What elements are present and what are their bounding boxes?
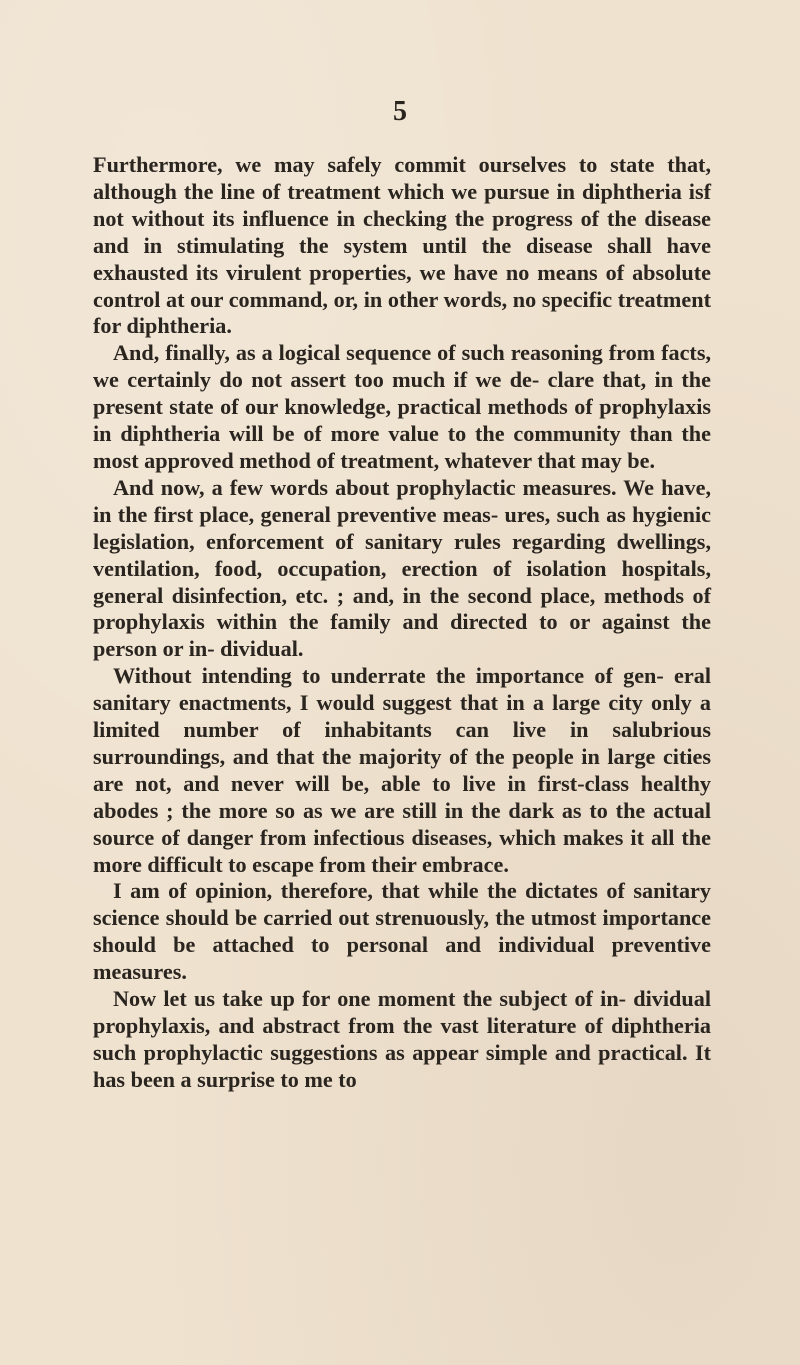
page-number: 5 [393, 96, 407, 127]
paragraph-6: Now let us take up for one moment the subject of in- dividual prophylaxis, and abstract from the vast literature of diphtheria such prophylactic suggestions as appear simple and practical. It has been a surprise to me to [93, 986, 711, 1092]
paragraph-3: And now, a few words about prophylactic measures. We have, in the first place, general preventive meas- ures, such as hygienic legislation, enforcement of sanitary rules regarding dwellings, ventilation, food, occupation, erection of isolation hospitals, general disinfection, etc. ; and, in the second place, methods of prophylaxis within the family and directed to or against the person or in- dividual. [93, 474, 711, 662]
paragraph-1: Furthermore, we may safely commit ourselves to state that, although the line of treatment which we pursue in diphtheria isf not without its influence in checking the progress of the disease and in stimulating the system until the disease shall have exhausted its virulent properties, we have no means of absolute control at our command, or, in other words, no specific treatment for diphtheria. [93, 152, 711, 339]
paragraph-5: I am of opinion, therefore, that while the dictates of sanitary science should be carried out strenuously, the utmost importance should be attached to personal and individual preventive measures. [93, 878, 711, 985]
paragraph-2: And, finally, as a logical sequence of such reasoning from facts, we certainly do not assert too much if we de- clare that, in the present state of our knowledge, practical methods of prophylaxis in diphtheria will be of more value to the community than the most approved method of treatment, whatever that may be. [93, 340, 711, 473]
body-text [93, 152, 711, 1094]
paragraph-4: Without intending to underrate the importance of gen- eral sanitary enactments, I would suggest that in a large city only a limited number of inhabitants can live in salubrious surroundings, and that the majority of the people in large cities are not, and never will be, able to live in first-class healthy abodes ; the more so as we are still in the dark as to the actual source of danger from infectious diseases, which makes it all the more difficult to escape from their embrace. [93, 663, 711, 877]
